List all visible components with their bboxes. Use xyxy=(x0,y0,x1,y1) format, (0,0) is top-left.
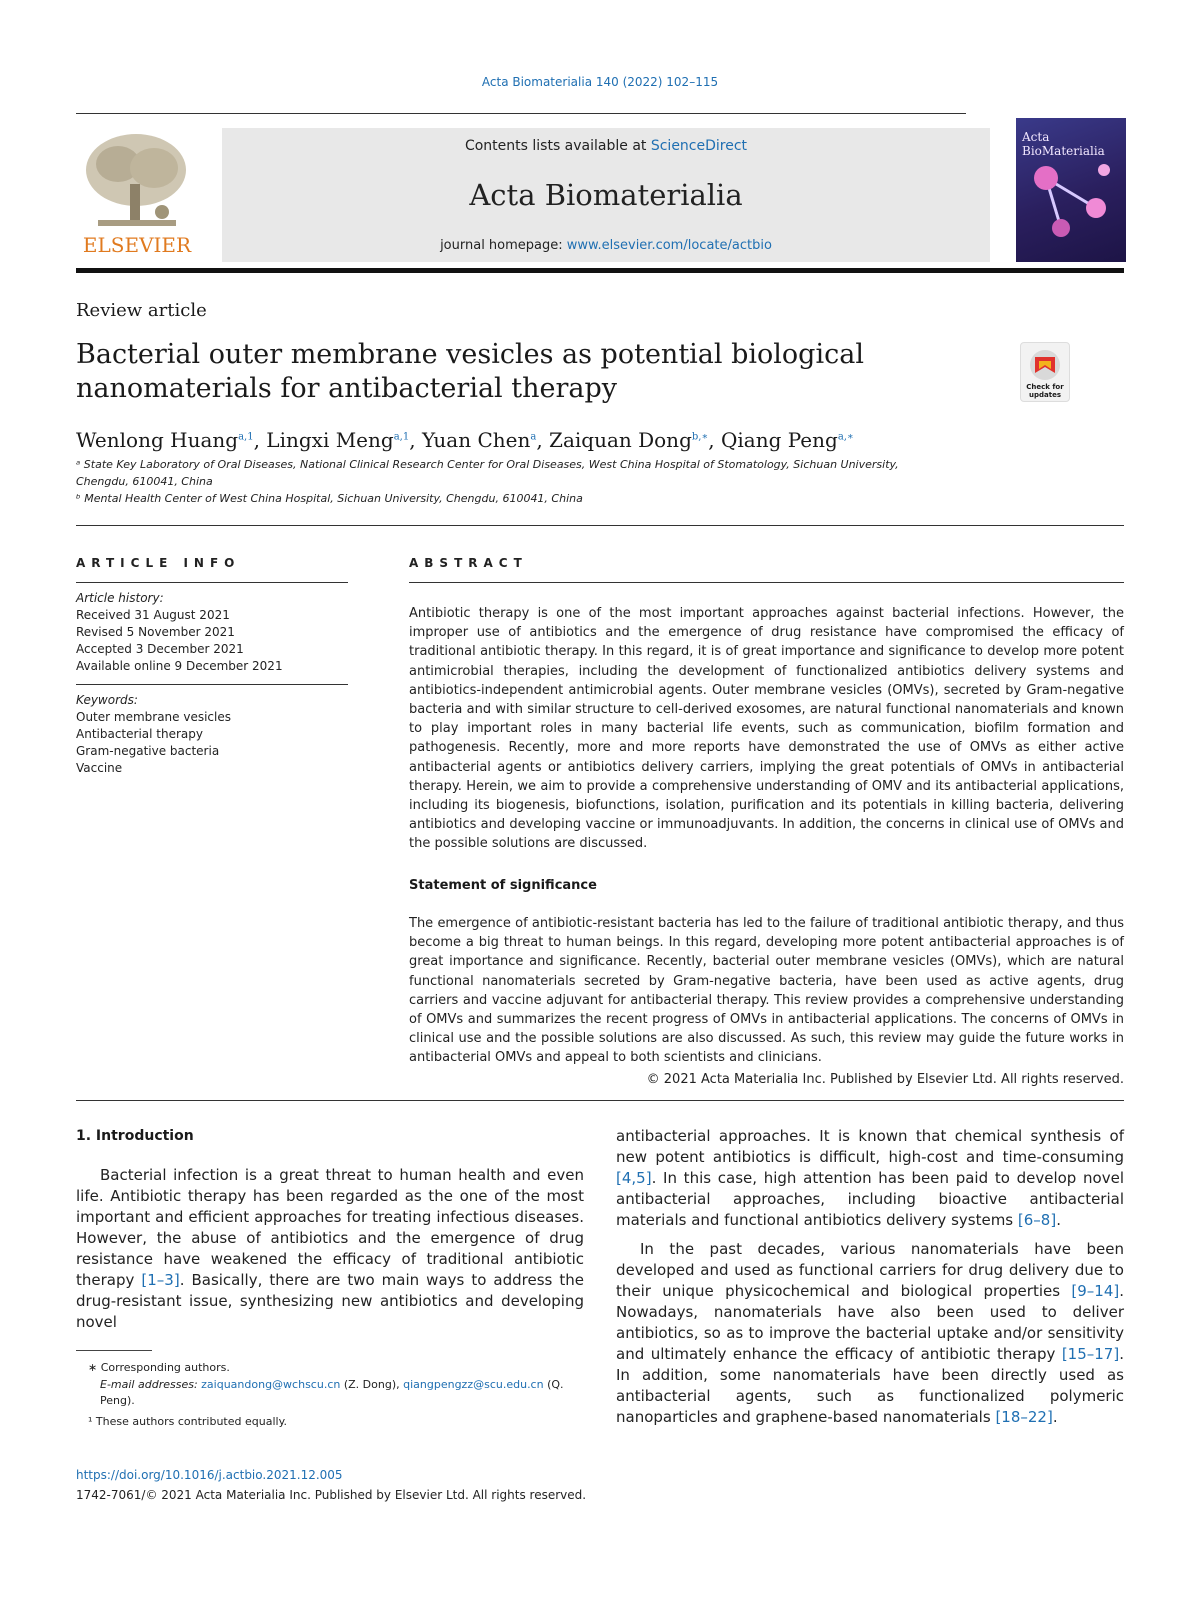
accepted-date: Accepted 3 December 2021 xyxy=(76,642,244,656)
article-title: Bacterial outer membrane vesicles as potential biological nanomaterials for antibacterial therapy xyxy=(76,339,864,404)
crossmark-badge[interactable] xyxy=(1020,342,1070,402)
citation-link[interactable]: [1–3] xyxy=(141,1271,180,1289)
keywords xyxy=(76,692,348,777)
keyword: Outer membrane vesicles xyxy=(76,710,231,724)
author-name[interactable]: Qiang Peng xyxy=(720,428,838,452)
author-name[interactable]: Yuan Chen xyxy=(421,428,531,452)
footnote-rule xyxy=(76,1350,152,1351)
abstract-heading: ABSTRACT xyxy=(409,556,528,570)
article-type: Review article xyxy=(76,300,207,321)
author-name[interactable]: Lingxi Meng xyxy=(266,428,394,452)
homepage-line: journal homepage: www.elsevier.com/locate/actbio xyxy=(440,238,772,253)
author-separator: , xyxy=(708,428,721,452)
masthead-rule xyxy=(76,268,1124,273)
history-label: Article history: xyxy=(76,591,164,605)
affiliation-a: ᵃ State Key Laboratory of Oral Diseases, National Clinical Research Center for Oral Diseases, West China Hospital of Stomatology, Sichuan University, Chengdu, 610041, China xyxy=(76,458,899,488)
online-date: Available online 9 December 2021 xyxy=(76,659,283,673)
keyword: Gram-negative bacteria xyxy=(76,744,220,758)
footnote-emails: E-mail addresses: zaiquandong@wchscu.cn (Z. Dong), qiangpengzz@scu.edu.cn (Q. Peng). xyxy=(100,1378,564,1407)
abstract-copyright: © 2021 Acta Materialia Inc. Published by Elsevier Ltd. All rights reserved. xyxy=(646,1072,1124,1087)
intro-paragraph: antibacterial approaches. It is known that chemical synthesis of new potent antibiotics is difficult, high-cost and time-consuming [4,5]. In this case, high attention has been paid to develop novel antibacterial approaches, including bioactive antibacterial materials and functional antibiotics delivery systems [6–8]. xyxy=(616,1127,1124,1229)
header-rule xyxy=(76,113,966,114)
significance-heading: Statement of significance xyxy=(409,878,597,893)
svg-text:ELSEVIER: ELSEVIER xyxy=(82,233,192,257)
author-affiliation-marker[interactable]: a,1 xyxy=(238,431,254,443)
author-separator: , xyxy=(536,428,550,452)
intro-paragraph: Bacterial infection is a great threat to human health and even life. Antibiotic therapy has been regarded as the one of the most important and efficient approaches for treating infectious diseases. However, the abuse of antibiotics and the emergence of drug resistance have weakened the efficacy of traditional antibiotic therapy [1–3]. Basically, there are two main ways to address the drug-resistant issue, synthesizing new antibiotics and developing novel xyxy=(76,1166,584,1331)
email-link[interactable]: zaiquandong@wchscu.cn xyxy=(201,1378,341,1391)
doi-link[interactable]: https://doi.org/10.1016/j.actbio.2021.12.005 xyxy=(76,1468,343,1482)
cover-title: Acta BioMaterialia xyxy=(1022,130,1105,158)
author-separator: , xyxy=(253,428,267,452)
author-affiliation-marker[interactable]: a,∗ xyxy=(837,431,854,443)
keyword: Antibacterial therapy xyxy=(76,727,203,741)
journal-cover-image xyxy=(1016,118,1126,262)
revised-date: Revised 5 November 2021 xyxy=(76,625,235,639)
citation-link[interactable]: [9–14] xyxy=(1071,1282,1120,1300)
citation-link[interactable]: [6–8] xyxy=(1017,1211,1057,1229)
affiliation-rule xyxy=(76,525,1124,526)
footnote-equal-contribution: ¹ These authors contributed equally. xyxy=(88,1415,288,1428)
author-list xyxy=(76,428,854,452)
sciencedirect-link[interactable]: ScienceDirect xyxy=(650,138,748,154)
abstract-text: Antibiotic therapy is one of the most important approaches against bacterial infections. However, the improper use of antibiotics and the emergence of drug resistance have compromised the efficacy of traditional antibiotic therapy. In this regard, it is of great importance and significance to develop more potent antimicrobial therapies, including the development of functionalized antibiotics delivery systems and antibiotics-independent antimicrobial agents. Outer membrane vesicles (OMVs), secreted by Gram-negative bacteria and with similar structure to cell-derived exosomes, are natural functional nanomaterials and known to play important roles in many bacterial life events, such as communication, biofilm formation and pathogenesis. Recently, more and more reports have demonstrated the use of OMVs as either active antibacterial agents or antibiotics delivery carriers, implying the great potentials of OMVs in antibacterial therapy. Herein, we aim to provide a comprehensive understanding of OMV and its antibacterial applications, including its biogenesis, biofunctions, isolation, purification and its potentials in killing bacteria, delivering antibiotics and developing vaccine or immunoadjuvants. In addition, the concerns in clinical use of OMVs and the possible solutions are discussed. xyxy=(409,606,1124,852)
issn-copyright: 1742-7061/© 2021 Acta Materialia Inc. Published by Elsevier Ltd. All rights reserved. xyxy=(76,1488,587,1502)
crossmark-label: Check for updates xyxy=(1026,383,1064,399)
citation-link[interactable]: [4,5] xyxy=(616,1169,652,1187)
intro-paragraph: In the past decades, various nanomaterials have been developed and used as functional carriers for drug delivery due to their unique physicochemical and biological properties [9–14]. Nowadays, nanomaterials have also been used to deliver antibiotics, so as to improve the bacterial uptake and/or sensitivity and ultimately enhance the efficacy of antibiotic therapy [15–17]. In addition, some nanomaterials have been directly used as antibacterial agents, such as functionalized polymeric nanoparticles and graphene-based nanomaterials [18–22]. xyxy=(616,1240,1124,1426)
significance-text: The emergence of antibiotic-resistant bacteria has led to the failure of traditional antibiotic therapy, and thus become a big threat to human beings. In this regard, developing more potent antibacterial approaches is of great importance and significance. Recently, bacterial outer membrane vesicles (OMVs), which are natural functional nanomaterials secreted by Gram-negative bacteria, have been used as active agents, drug carriers and vaccine adjuvant for antibacterial therapy. This review provides a comprehensive understanding of OMVs and summarizes the recent progress of OMVs in antibacterial applications. The concerns of OMVs in clinical use and the possible solutions are also discussed. As such, this review may guide the future works in antibacterial OMVs and appeal to both scientists and clinicians. xyxy=(409,916,1124,1066)
contents-line: Contents lists available at ScienceDirect xyxy=(464,138,748,154)
author-affiliation-marker[interactable]: b,∗ xyxy=(691,431,709,443)
intro-right-column xyxy=(616,1126,1124,1436)
article-history xyxy=(76,590,348,675)
author-name[interactable]: Wenlong Huang xyxy=(76,428,239,452)
intro-left-column xyxy=(76,1165,584,1333)
journal-reference[interactable]: Acta Biomaterialia 140 (2022) 102–115 xyxy=(481,75,719,89)
section-heading-introduction: 1. Introduction xyxy=(76,1128,194,1144)
author-affiliation-marker[interactable]: a xyxy=(530,431,537,443)
author-name[interactable]: Zaiquan Dong xyxy=(549,428,692,452)
footnote-corresponding: ∗ Corresponding authors. xyxy=(88,1361,230,1374)
received-date: Received 31 August 2021 xyxy=(76,608,230,622)
abstract-rule xyxy=(409,582,1124,583)
abstract-bottom-rule xyxy=(76,1100,1124,1101)
email-link[interactable]: qiangpengzz@scu.edu.cn xyxy=(403,1378,544,1391)
keyword: Vaccine xyxy=(76,761,123,775)
article-info-heading: ARTICLE INFO xyxy=(76,556,241,570)
author-affiliation-marker[interactable]: a,1 xyxy=(393,431,410,443)
citation-link[interactable]: [18–22] xyxy=(995,1408,1053,1426)
citation-link[interactable]: [15–17] xyxy=(1061,1345,1120,1363)
info-rule xyxy=(76,582,348,583)
journal-title: Acta Biomaterialia xyxy=(469,178,743,212)
author-separator: , xyxy=(409,428,422,452)
keywords-rule xyxy=(76,684,348,685)
masthead xyxy=(222,128,990,262)
elsevier-logo xyxy=(78,128,196,262)
keywords-label: Keywords: xyxy=(76,693,138,707)
homepage-link[interactable]: www.elsevier.com/locate/actbio xyxy=(566,238,772,253)
affiliation-b: ᵇ Mental Health Center of West China Hospital, Sichuan University, Chengdu, 610041, China xyxy=(76,492,583,505)
